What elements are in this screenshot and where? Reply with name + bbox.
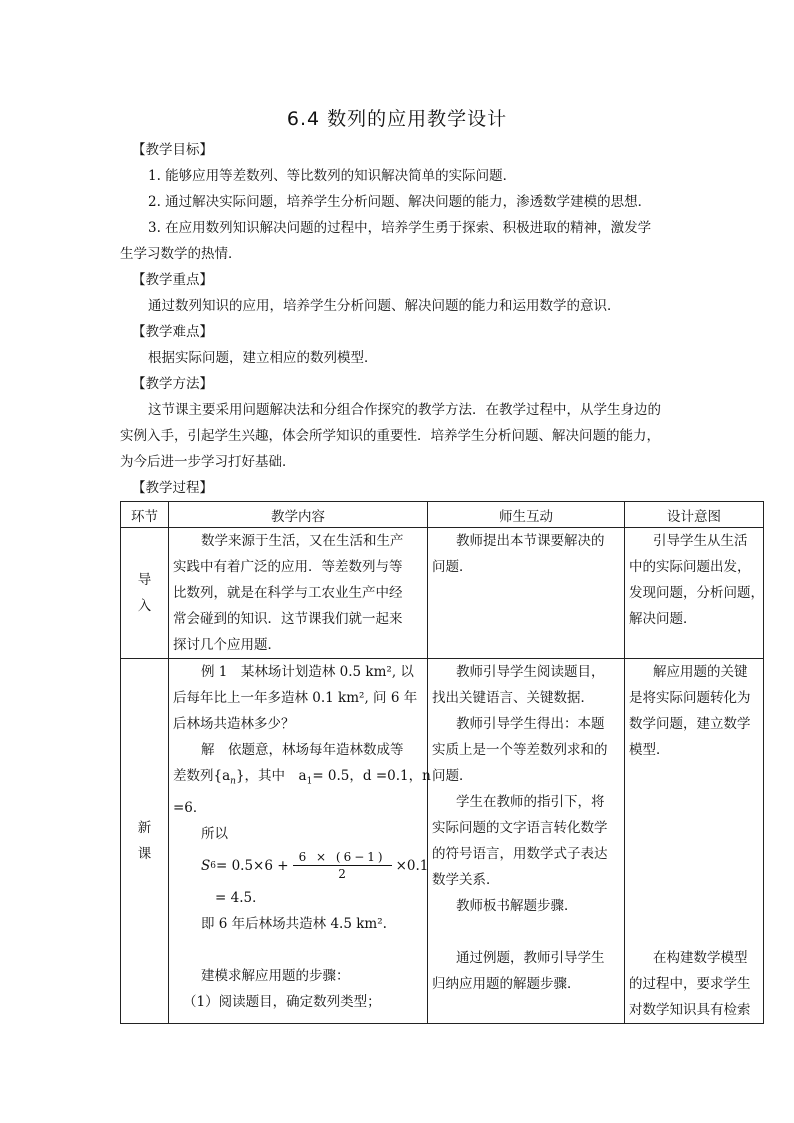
text-line: 即 6 年后林场共造林 4.5 km².	[201, 915, 387, 932]
formula-right: ×0.1	[395, 857, 429, 874]
text-line: 教师引导学生阅读题目，	[456, 664, 605, 680]
text-line: 找出关键语言、关键数据．	[432, 690, 594, 706]
text-line: 后林场共造林多少？	[173, 716, 295, 732]
text-line: =6．	[173, 799, 207, 816]
text-line: 数学问题，建立数学	[629, 716, 751, 732]
goal-item: 生学习数学的热情．	[120, 246, 242, 262]
subscript: 1	[306, 776, 313, 787]
goal-item: 2. 通过解决实际问题，培养学生分析问题、解决问题的能力，渗透数学建模的思想．	[148, 194, 652, 210]
stage-char: 课	[137, 846, 152, 862]
new-intent-cell	[625, 659, 764, 1024]
formula-expression	[201, 847, 428, 885]
text-span: = 0.5，d =0.1，n	[312, 768, 431, 784]
text-line: 的符号语言，用数学式子表达	[432, 846, 608, 862]
formula-left: = 0.5×6 +	[215, 857, 289, 874]
text-line: （1）阅读题目，确定数列类型；	[183, 993, 381, 1010]
fraction-numerator: 6 × (6−1)	[298, 850, 386, 865]
fraction	[293, 849, 392, 882]
text-line: 比数列，就是在科学与工农业生产中经	[173, 585, 403, 601]
header-content: 教学内容	[169, 502, 428, 528]
text-line: 数学关系．	[432, 872, 500, 888]
goal-item: 3. 在应用数列知识解决问题的过程中，培养学生勇于探索、积极进取的精神，激发学	[148, 220, 652, 236]
table-row-new	[121, 659, 764, 1024]
text-line: 探讨几个应用题．	[173, 637, 281, 653]
text-line: 解应用题的关键	[653, 664, 748, 680]
stage-char: 入	[137, 598, 152, 614]
header-intent: 设计意图	[625, 502, 764, 528]
method-heading: 【教学方法】	[132, 376, 213, 392]
new-interaction-cell	[428, 659, 625, 1024]
text-line: 实际问题的文字语言转化数学	[432, 820, 608, 836]
text-line: 数学来源于生活，又在生活和生产	[201, 533, 404, 549]
method-line: 实例入手，引起学生兴趣，体会所学知识的重要性．培养学生分析问题、解决问题的能力，	[120, 428, 660, 444]
formula-result: = 4.5．	[215, 889, 266, 906]
intro-content-cell	[169, 528, 428, 659]
method-line: 这节课主要采用问题解决法和分组合作探究的教学方法．在教学过程中，从学生身边的	[148, 402, 661, 418]
spacer	[169, 937, 427, 963]
text-line: 对数学知识具有检索	[629, 1002, 751, 1018]
stage-char: 导	[137, 572, 152, 588]
goal-item: 1. 能够应用等差数列、等比数列的知识解决简单的实际问题．	[148, 168, 517, 184]
text-line: 归纳应用题的解题步骤．	[432, 976, 581, 992]
text-line	[169, 763, 431, 795]
header-stage: 环节	[121, 502, 169, 528]
text-line: 学生在教师的指引下，将	[456, 794, 605, 810]
text-line: 后每年比上一年多造林 0.1 km², 问 6 年	[173, 690, 418, 706]
text-line: 解 依题意，林场每年造林数成等	[201, 742, 404, 758]
subscript: 6	[210, 860, 216, 871]
text-line: 中的实际问题出发，	[629, 559, 751, 575]
key-heading: 【教学重点】	[132, 272, 213, 288]
text-line: 问题．	[432, 768, 473, 784]
formula-symbol: S	[201, 857, 211, 874]
method-line: 为今后进一步学习打好基础．	[120, 454, 296, 470]
table-header-row	[121, 502, 764, 528]
text-line: 常会碰到的知识．这节课我们就一起来	[173, 611, 403, 627]
new-content-cell	[169, 659, 431, 1024]
text-line: 建模求解应用题的步骤：	[201, 967, 350, 984]
text-line: 模型．	[629, 742, 670, 758]
spacer	[428, 919, 624, 945]
page-title: 6.4 数列的应用教学设计	[286, 108, 508, 130]
process-heading: 【教学过程】	[132, 480, 213, 496]
goals-heading: 【教学目标】	[132, 142, 213, 158]
intro-interaction-cell	[428, 528, 625, 659]
text-line: 是将实际问题转化为	[629, 690, 751, 706]
text-line: 的过程中，要求学生	[629, 976, 751, 992]
intro-intent-cell	[625, 528, 764, 659]
text-line: 教师引导学生得出：本题	[456, 716, 605, 732]
stage-char: 新	[137, 820, 152, 836]
text-line: 问题．	[432, 559, 473, 575]
fraction-denominator: 2	[338, 867, 346, 882]
text-line: 教师提出本节课要解决的	[456, 533, 605, 549]
stage-label-new	[121, 659, 169, 1024]
difficulty-text: 根据实际问题，建立相应的数列模型．	[148, 350, 378, 366]
subscript: n	[230, 776, 236, 787]
process-table	[120, 501, 764, 1024]
text-span: 差数列{a	[173, 768, 231, 784]
table-row-intro	[121, 528, 764, 659]
key-text: 通过数列知识的应用，培养学生分析问题、解决问题的能力和运用数学的意识．	[148, 298, 621, 314]
stage-label-intro	[121, 528, 169, 659]
difficulty-heading: 【教学难点】	[132, 324, 213, 340]
text-line: 所以	[201, 825, 228, 842]
text-line: 解决问题．	[629, 611, 697, 627]
text-line: 实践中有着广泛的应用．等差数列与等	[173, 559, 403, 575]
text-line: 引导学生从生活	[653, 533, 748, 549]
text-line: 实质上是一个等差数列求和的	[432, 742, 608, 758]
text-span: }，其中 a	[235, 768, 307, 784]
text-line: 例 1 某林场计划造林 0.5 km², 以	[201, 664, 414, 680]
sum-formula	[169, 847, 427, 885]
text-line: 通过例题，教师引导学生	[456, 950, 605, 966]
spacer	[625, 763, 763, 945]
text-line: 在构建数学模型	[653, 950, 748, 966]
text-line: 发现问题，分析问题，	[629, 585, 764, 601]
text-line: 教师板书解题步骤．	[456, 898, 578, 914]
header-interaction: 师生互动	[428, 502, 625, 528]
